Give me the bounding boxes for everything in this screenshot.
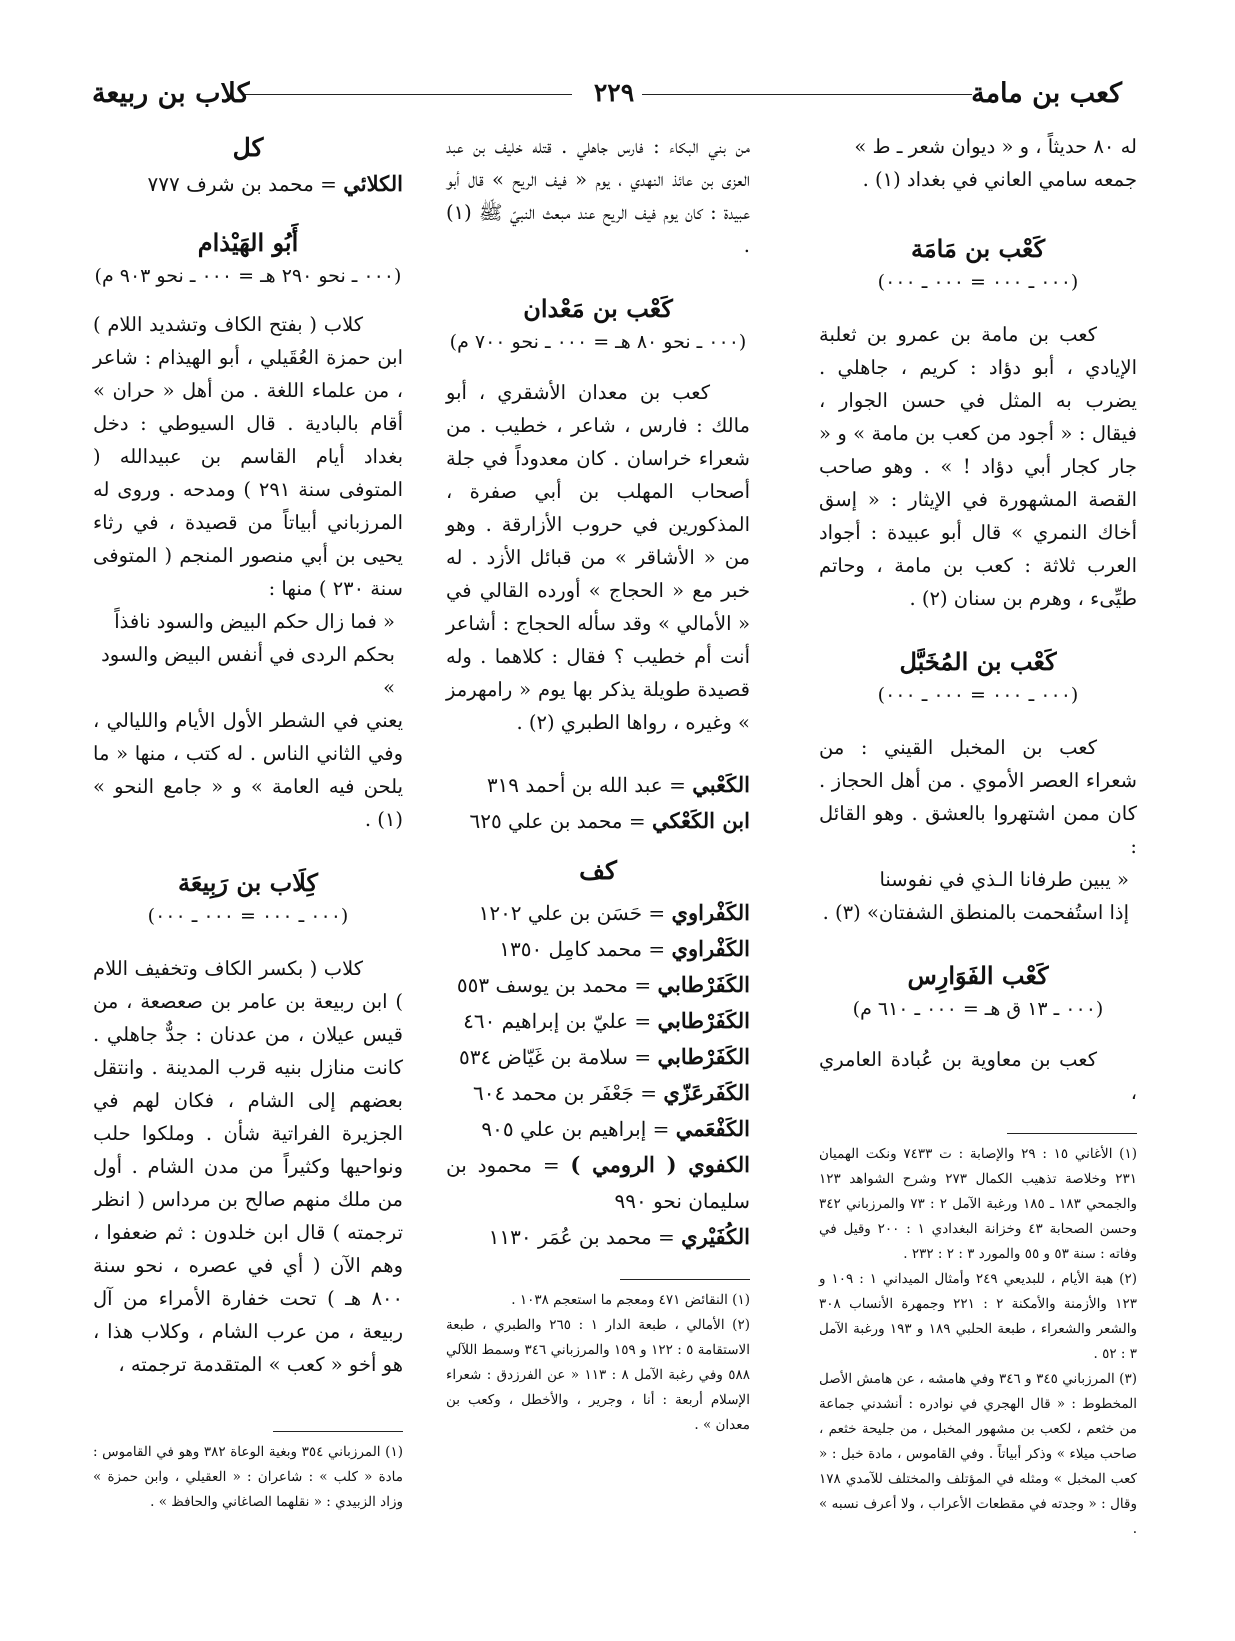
header-rule-right	[642, 94, 972, 95]
entry-text: كلاب ( بفتح الكاف وتشديد اللام ) ابن حمزة العُقَيلي ، أبو الهيذام : شاعر ، من علماء اللغة . من أهل « حران » أقام بالبادية . قال السيوطي : دخل بغداد أيام القاسم بن عبيدالله ( المتوفى سنة ٢٩١ ) ومدحه . وروى له المرزباني أبياتاً من قصيدة ، في رثاء يحيى بن أبي منصور المنجم ( المتوفى سنة ٢٣٠ ) منها :	[93, 313, 403, 600]
intro-line-1: له ٨٠ حديثاً ، و « ديوان شعر ـ ط »	[854, 135, 1137, 158]
footnotes	[819, 1142, 1137, 1542]
xref-target: = محمد بن عُمَر ١١٣٠	[488, 1225, 675, 1249]
entry-continuation: من بني البكاء : فارس جاهلي . قتله خليف بن عبد العزى بن عائذ النهدي ، يوم « فيف الريح » قال أبو عبيدة : كان يوم فيف الريح عند مبعث النبيّ ﷺ (١) .	[446, 135, 750, 257]
footnote: (٢) الأمالي ، طبعة الدار ١ : ٢٦٥ والطبري ، طبعة الاستقامة ٥ : ١٢٢ و ١٥٩ والمرزباني ٣٤٦ وسمط اللآلي ٥٨٨ وفي رغبة الآمل ٨ : ١١٣ « عن الفرزدق : شعراء الإسلام أربعة : أنا ، وجرير ، والأخطل ، وكعب بن معدان » .	[446, 1317, 751, 1433]
entry-title-kaab-bin-mukhabbal: كَعْب بن المُخَبَّل	[899, 647, 1057, 676]
cross-reference	[446, 931, 750, 967]
entry-text: يعني في الشطر الأول الأيام والليالي ، وفي الثاني الناس . له كتب ، منها « ما يلحن فيه العامة » و « جامع النحو » (١) .	[93, 709, 403, 831]
entry-dates: (٠٠٠ ـ ٠٠٠ = ٠٠٠ ـ ٠٠٠)	[877, 684, 1079, 706]
xref-name: الكَعْبي	[692, 772, 750, 797]
page-number: ٢٢٩	[593, 78, 635, 107]
xref-name: ابن الكَعْكي	[651, 808, 750, 833]
xref-target: = محمود بن سليمان نحو ٩٩٠	[446, 1153, 750, 1213]
header-rule-left	[242, 94, 572, 95]
footnote: (١) المرزباني ٣٥٤ وبغية الوعاة ٣٨٢ وهو في القاموس : مادة « كلب » : شاعران : « العقيلي ، وابن حمزة » وزاد الزبيدي : « نقلهما الصاغاني والحافظ » .	[93, 1444, 403, 1510]
verse-line: « يبين طرفانا الـذي في نفوسنا	[879, 868, 1129, 891]
section-heading: كل	[232, 133, 264, 162]
xref-name: الكَفَرعَزّي	[663, 1080, 750, 1105]
cross-reference	[93, 166, 403, 202]
footnotes	[446, 1288, 750, 1438]
xref-target: = محمد بن شرف ٧٧٧	[147, 172, 337, 196]
xref-target: = عبد الله بن أحمد ٣١٩	[486, 773, 686, 797]
xref-name: الكَفْراوي	[671, 936, 750, 961]
column-right	[819, 130, 1137, 1542]
footnote: (١) الأغاني ١٥ : ٢٩ والإصابة : ت ٧٤٣٣ ونكت الهميان ٢٣١ وخلاصة تذهيب الكمال ٢٧٣ وشرح الشواهد ١٢٣ والجمحي ١٨٣ ـ ١٨٥ ورغبة الآمل ٢ : ٧٣ والمرزباني ٣٤٢ وحسن الصحابة ٤٣ وخزانة البغدادي ١ : ٢٠٠ وقيل في وفاته : سنة ٥٣ و ٥٥ والمورد ٣ : ٢ : ٢٣٢ .	[819, 1146, 1138, 1262]
intro-line-2: جمعه سامي العاني في بغداد (١) .	[862, 168, 1137, 191]
xref-target: = حَسَن بن علي ١٢٠٢	[478, 901, 666, 925]
entry-title-abu-al-haydham: أَبُو الهَيْذام	[197, 228, 299, 257]
footnote: (٢) هبة الأيام ، للبديعي ٢٤٩ وأمثال الميداني ١ : ١٠٩ و ١٢٣ والأزمنة والأمكنة ٢ : ٢٢١ وجمهرة الأنساب ٣٠٨ والشعر والشعراء ، طبعة الحلبي ١٨٩ و ١٩٣ ورغبة الآمل ٣ : ٥٢ .	[819, 1271, 1137, 1362]
footnote: (١) النقائض ٤٧١ ومعجم ما استعجم ١٠٣٨ .	[511, 1292, 750, 1308]
entry-text: كعب بن معاوية بن عُبادة العامري ،	[819, 1048, 1137, 1104]
xref-name: الكفوي ( الرومي )	[570, 1152, 751, 1177]
xref-target: = عليّ بن إبراهيم ٤٦٠	[463, 1009, 652, 1033]
footnote: (٣) المرزباني ٣٤٥ و ٣٤٦ وفي هامشه ، عن هامش الأصل المخطوط : « قال الهجري في نوادره : أنشدني جماعة من خثعم ، لكعب بن مشهور المخبل ، من جليحة خثعم ، صاحب ميلاء » وذكر أبياتاً . وفي القاموس ، مادة خبل : « كعب المخبل » ومثله في المؤتلف والمختلف للآمدي ١٧٨ وقال : « وجدته في مقطعات الأعراب ، ولا أعرف نسبه » .	[819, 1371, 1138, 1537]
entry-title-kaab-bin-mama: كَعْب بن مَامَة	[910, 234, 1046, 263]
xref-target: = محمد بن علي ٦٢٥	[469, 809, 646, 833]
header-title-left: كلاب بن ربيعة	[92, 78, 250, 109]
verse-line: بحكم الردى في أنفس البيض والسود »	[101, 643, 395, 699]
cross-reference	[446, 1039, 750, 1075]
entry-title-kilab-bin-rabia: كِلَاب بن رَبِيعَة	[178, 868, 318, 897]
footnote-rule	[1007, 1133, 1137, 1134]
cross-reference	[446, 803, 750, 839]
xref-name: الكَفَرْطابي	[657, 1008, 750, 1033]
entry-title-kaab-bin-madan: كَعْب بن مَعْدان	[523, 294, 673, 323]
column-middle	[446, 130, 750, 1438]
entry-text: كعب بن معدان الأشقري ، أبو مالك : فارس ، شاعر ، خطيب . من شعراء خراسان . كان معدوداً في جلة أصحاب المهلب بن أبي صفرة ، المذكورين في حروب الأزارقة . وهو من « الأشاقر » من قبائل الأزد . له خبر مع « الحجاج » أورده القالي في « الأمالي » وقد سأله الحجاج : أشاعر أنت أم خطيب ؟ فقال : كلاهما . وله قصيدة طويلة يذكر بها يوم « رامهرمز » وغيره ، رواها الطبري (٢) .	[446, 381, 750, 734]
cross-reference	[446, 1219, 750, 1255]
xref-name: الكلائي	[343, 171, 403, 196]
entry-text: كعب بن المخبل القيني : من شعراء العصر الأموي . من أهل الحجاز . كان ممن اشتهروا بالعشق . وهو القائل :	[819, 736, 1137, 858]
verse-line: إذا استُفحمت بالمنطق الشفتان» (٣) .	[822, 901, 1129, 924]
xref-target: = محمد بن يوسف ٥٥٣	[456, 973, 652, 997]
entry-text: كعب بن مامة بن عمرو بن ثعلبة الإيادي ، أبو دؤاد : كريم ، جاهلي . يضرب به المثل في حسن الجوار ، فيقال : « أجود من كعب بن مامة » و « جار كجار أبي دؤاد ! » . وهو صاحب القصة المشهورة في الإيثار : « إسق أخاك النمري » قال أبو عبيدة : أجواد العرب ثلاثة : كعب بن مامة ، وحاتم طيِّىء ، وهرم بن سنان (٢) .	[819, 323, 1137, 610]
cross-reference	[446, 1003, 750, 1039]
xref-target: = محمد كامِل ١٣٥٠	[499, 937, 666, 961]
footnote-rule	[620, 1279, 750, 1280]
entry-text: كلاب ( بكسر الكاف وتخفيف اللام ) ابن ربيعة بن عامر بن صعصعة ، من قيس عيلان ، من عدنان : جدٌّ جاهلي . كانت منازل بنيه قرب المدينة . وانتقل بعضهم إلى الشام ، فكان لهم في الجزيرة الفراتية شأن . وملكوا حلب ونواحيها وكثيراً من مدن الشام . أول من ملك منهم صالح بن مرداس ( انظر ترجمته ) قال ابن خلدون : ثم ضعفوا ، وهم الآن ( أي في عصره ، نحو سنة ٨٠٠ هـ ) تحت خفارة الأمراء من آل ربيعة ، من عرب الشام ، وكلاب هذا ، هو أخو « كعب » المتقدمة ترجمته ،	[93, 957, 403, 1376]
xref-target: = إبراهيم بن علي ٩٠٥	[481, 1117, 670, 1141]
cross-reference	[446, 1111, 750, 1147]
verse-line: « فما زال حكم البيض والسود نافذاً	[114, 610, 395, 633]
footnotes	[93, 1440, 403, 1515]
xref-name: الكَفْعَمي	[675, 1116, 750, 1141]
cross-reference	[446, 1147, 750, 1219]
cross-reference	[446, 767, 750, 803]
cross-reference	[446, 967, 750, 1003]
entry-dates: (٠٠٠ ـ ٠٠٠ = ٠٠٠ ـ ٠٠٠)	[147, 905, 349, 927]
section-heading: كف	[579, 856, 617, 885]
xref-target: = جَعْفَر بن محمد ٦٠٤	[472, 1081, 658, 1105]
entry-dates: (٠٠٠ ـ ١٣ ق هـ = ٠٠٠ ـ ٦١٠ م)	[852, 998, 1104, 1020]
xref-target: = سلامة بن غَيّاض ٥٣٤	[459, 1045, 652, 1069]
footnote-rule	[273, 1431, 403, 1432]
xref-name: الكُفَيْري	[681, 1224, 750, 1249]
xref-name: الكَفْراوي	[671, 900, 750, 925]
entry-dates: (٠٠٠ ـ نحو ٨٠ هـ = ٠٠٠ ـ نحو ٧٠٠ م)	[449, 331, 747, 353]
entry-title-kaab-al-fawaris: كَعْب الفَوَارِس	[907, 961, 1049, 990]
running-header	[92, 78, 1122, 108]
entry-dates: (٠٠٠ ـ ٠٠٠ = ٠٠٠ ـ ٠٠٠)	[877, 271, 1079, 293]
xref-name: الكَفَرْطابي	[657, 1044, 750, 1069]
cross-reference	[446, 1075, 750, 1111]
header-title-right: كعب بن مامة	[971, 78, 1122, 109]
xref-name: الكَفَرْطابي	[657, 972, 750, 997]
column-left	[93, 130, 403, 1515]
entry-dates: (٠٠٠ ـ نحو ٢٩٠ هـ = ٠٠٠ ـ نحو ٩٠٣ م)	[94, 265, 402, 287]
cross-reference	[446, 895, 750, 931]
